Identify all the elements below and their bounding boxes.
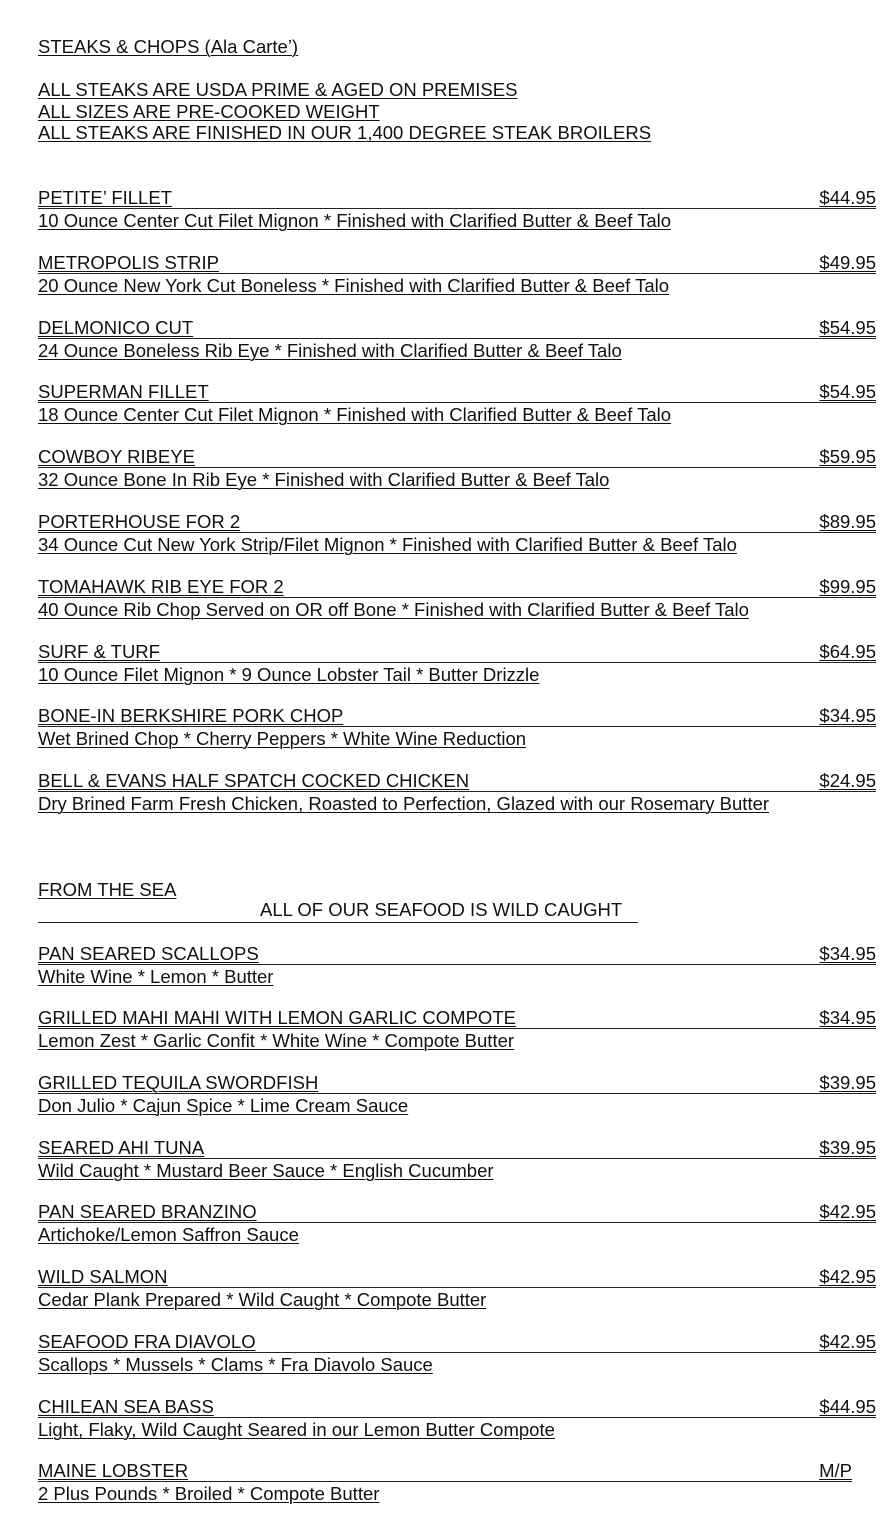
item-description: Lemon Zest * Garlic Confit * White Wine * Compote Butter — [38, 1030, 515, 1051]
item-price: $39.95 — [819, 1137, 876, 1158]
menu-item — [38, 944, 876, 988]
item-name: PORTERHOUSE FOR 2 — [38, 511, 241, 532]
item-description: 18 Ounce Center Cut Filet Mignon * Finished with Clarified Butter & Beef Talo — [38, 404, 672, 425]
leader-rule — [38, 1093, 876, 1094]
item-name: CHILEAN SEA BASS — [38, 1396, 214, 1417]
item-description: Don Julio * Cajun Spice * Lime Cream Sauce — [38, 1095, 409, 1116]
leader-rule — [38, 1287, 876, 1288]
item-name: WILD SALMON — [38, 1266, 168, 1287]
item-description: White Wine * Lemon * Butter — [38, 966, 274, 987]
item-description: Scallops * Mussels * Clams * Fra Diavolo Sauce — [38, 1354, 433, 1375]
leader-rule — [38, 726, 876, 727]
item-name: SURF & TURF — [38, 641, 160, 662]
item-description: 20 Ounce New York Cut Boneless * Finished with Clarified Butter & Beef Talo — [38, 275, 670, 296]
item-description: 40 Ounce Rib Chop Served on OR off Bone * Finished with Clarified Butter & Beef Talo — [38, 599, 749, 620]
sea-subheading: ALL OF OUR SEAFOOD IS WILD CAUGHT — [260, 899, 623, 920]
item-name: GRILLED MAHI MAHI WITH LEMON GARLIC COMPOTE — [38, 1007, 516, 1028]
item-price: $64.95 — [819, 641, 876, 662]
menu-item — [38, 188, 876, 232]
leader-rule — [38, 1417, 876, 1418]
item-name: METROPOLIS STRIP — [38, 252, 219, 273]
leader-rule — [38, 467, 876, 468]
item-name: MAINE LOBSTER — [38, 1460, 189, 1481]
menu-item — [38, 1138, 876, 1182]
item-name: SEAFOOD FRA DIAVOLO — [38, 1331, 256, 1352]
item-price: $24.95 — [819, 770, 876, 791]
item-price: $39.95 — [819, 1072, 876, 1093]
leader-rule — [38, 532, 876, 533]
steaks-heading: STEAKS & CHOPS (Ala Carte’) — [38, 36, 299, 57]
leader-rule — [38, 1028, 876, 1029]
item-description: Wild Caught * Mustard Beer Sauce * English Cucumber — [38, 1160, 494, 1181]
item-description: 10 Ounce Filet Mignon * 9 Ounce Lobster Tail * Butter Drizzle — [38, 664, 540, 685]
item-description: 10 Ounce Center Cut Filet Mignon * Finished with Clarified Butter & Beef Talo — [38, 210, 672, 231]
sea-subheading-rule — [38, 900, 638, 923]
menu-item — [38, 318, 876, 362]
item-price: $44.95 — [819, 187, 876, 208]
item-price: $42.95 — [819, 1201, 876, 1222]
menu-item — [38, 771, 876, 815]
item-description: Cedar Plank Prepared * Wild Caught * Compote Butter — [38, 1289, 487, 1310]
menu-item — [38, 253, 876, 297]
steaks-note-broilers: ALL STEAKS ARE FINISHED IN OUR 1,400 DEGREE STEAK BROILERS — [38, 122, 652, 143]
item-name: BELL & EVANS HALF SPATCH COCKED CHICKEN — [38, 770, 470, 791]
leader-rule — [38, 791, 876, 792]
item-price: $42.95 — [819, 1331, 876, 1352]
item-description: Light, Flaky, Wild Caught Seared in our Lemon Butter Compote — [38, 1419, 555, 1440]
item-price: $49.95 — [819, 252, 876, 273]
steaks-note-weight: ALL SIZES ARE PRE-COOKED WEIGHT — [38, 101, 380, 122]
menu-item — [38, 1267, 876, 1311]
sea-heading: FROM THE SEA — [38, 879, 177, 900]
item-name: TOMAHAWK RIB EYE FOR 2 — [38, 576, 284, 597]
menu-item — [38, 512, 876, 556]
item-description: 34 Ounce Cut New York Strip/Filet Mignon * Finished with Clarified Butter & Beef Talo — [38, 534, 737, 555]
item-name: BONE-IN BERKSHIRE PORK CHOP — [38, 705, 344, 726]
leader-rule — [38, 964, 876, 965]
item-price: $44.95 — [819, 1396, 876, 1417]
item-price: M/P — [819, 1460, 852, 1481]
leader-rule — [38, 208, 876, 209]
item-name: SEARED AHI TUNA — [38, 1137, 205, 1158]
menu-item — [38, 706, 876, 750]
item-name: COWBOY RIBEYE — [38, 446, 195, 467]
item-description: Dry Brined Farm Fresh Chicken, Roasted to Perfection, Glazed with our Rosemary Butter — [38, 793, 770, 814]
item-description: 24 Ounce Boneless Rib Eye * Finished with Clarified Butter & Beef Talo — [38, 340, 622, 361]
leader-rule — [38, 273, 876, 274]
item-name: SUPERMAN FILLET — [38, 381, 209, 402]
menu-item — [38, 1008, 876, 1052]
menu-item — [38, 577, 876, 621]
leader-rule — [38, 338, 876, 339]
menu-item — [38, 1073, 876, 1117]
item-name: PETITE’ FILLET — [38, 187, 172, 208]
item-description: Wet Brined Chop * Cherry Peppers * White Wine Reduction — [38, 728, 527, 749]
item-description: 32 Ounce Bone In Rib Eye * Finished with Clarified Butter & Beef Talo — [38, 469, 610, 490]
item-price: $42.95 — [819, 1266, 876, 1287]
leader-rule — [38, 1481, 852, 1482]
item-name: PAN SEARED BRANZINO — [38, 1201, 257, 1222]
leader-rule — [38, 662, 876, 663]
leader-rule — [38, 597, 876, 598]
menu-item — [38, 382, 876, 426]
item-price: $34.95 — [819, 1007, 876, 1028]
leader-rule — [38, 1352, 876, 1353]
item-description-text: 2 Plus Pounds * Broiled * Compote Butter — [38, 1483, 380, 1504]
item-name: PAN SEARED SCALLOPS — [38, 943, 259, 964]
leader-rule — [38, 402, 876, 403]
menu-item — [38, 1202, 876, 1246]
item-description: Artichoke/Lemon Saffron Sauce — [38, 1224, 299, 1245]
item-price: $54.95 — [819, 317, 876, 338]
menu-item — [38, 447, 876, 491]
leader-rule — [38, 1222, 876, 1223]
item-price: $99.95 — [819, 576, 876, 597]
item-price: $59.95 — [819, 446, 876, 467]
trailing-underline — [379, 1483, 399, 1505]
menu-item — [38, 1461, 876, 1505]
steaks-note-prime: ALL STEAKS ARE USDA PRIME & AGED ON PREMISES — [38, 79, 518, 100]
item-price: $34.95 — [819, 943, 876, 964]
leader-rule — [38, 1158, 876, 1159]
menu-item — [38, 1332, 876, 1376]
item-name: DELMONICO CUT — [38, 317, 194, 338]
item-price: $34.95 — [819, 705, 876, 726]
item-price: $54.95 — [819, 381, 876, 402]
item-price: $89.95 — [819, 511, 876, 532]
menu-item — [38, 1397, 876, 1441]
item-description — [38, 1483, 399, 1505]
menu-item — [38, 642, 876, 686]
item-name: GRILLED TEQUILA SWORDFISH — [38, 1072, 319, 1093]
